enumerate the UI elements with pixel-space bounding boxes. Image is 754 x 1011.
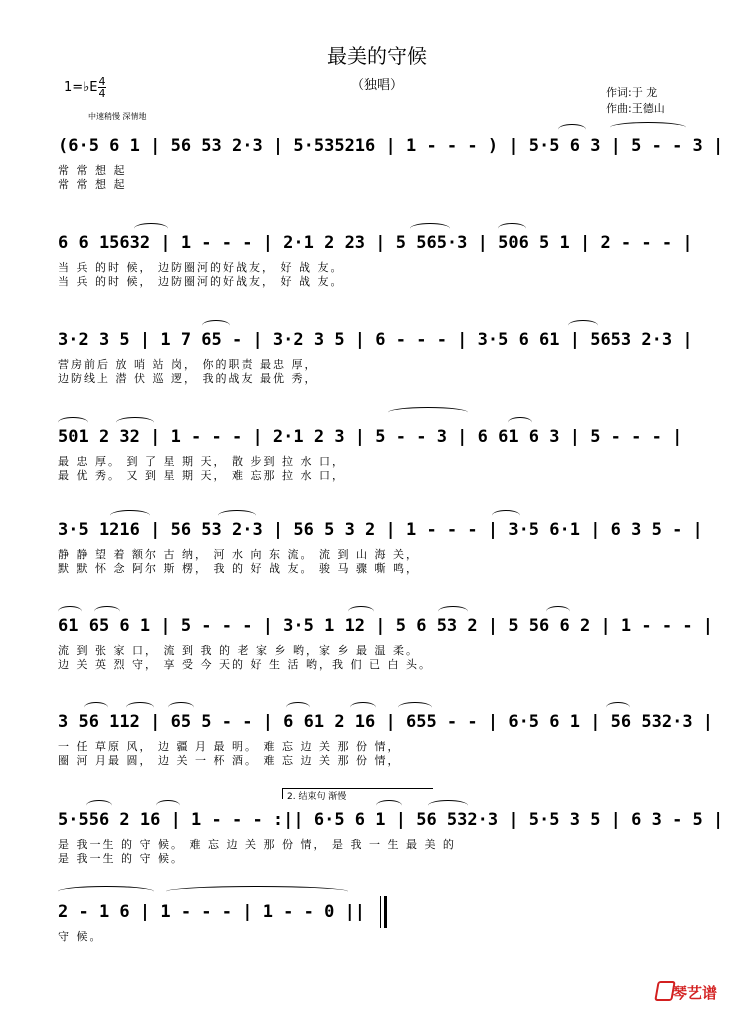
final-barline-thin — [380, 896, 381, 928]
notes-line: 2 - 1 6 | 1 - - - | 1 - - 0 || — [58, 902, 366, 922]
notes-line: 61 65 6 1 | 5 - - - | 3·5 1 12 | 5 6 53 2 | 5 56 6 2 | 1 - - - | — [58, 616, 714, 636]
notes-line: 6 6 15632 | 1 - - - | 2·1 2 23 | 5 565·3 | 506 5 1 | 2 - - - | — [58, 233, 693, 253]
final-barline-thick — [384, 896, 387, 928]
slur — [168, 702, 194, 713]
slur — [110, 510, 150, 521]
time-signature-bottom: 4 — [98, 87, 106, 100]
slur — [86, 800, 112, 811]
slur — [202, 320, 230, 331]
lyrics-verse-2: 边 关 英 烈 守， 享 受 今 天的 好 生 活 哟，我 们 已 白 头。 — [58, 658, 432, 671]
lyrics-verse-1: 静 静 望 着 额尔 古 纳， 河 水 向 东 流。 流 到 山 海 关， — [58, 548, 419, 561]
subtitle: （独唱） — [350, 78, 403, 93]
lyrics-verse-1: 最 忠 厚。 到 了 星 期 天， 散 步到 拉 水 口， — [58, 455, 345, 468]
lyrics-verse-2: 常 常 想 起 — [58, 178, 127, 191]
slur — [546, 606, 570, 617]
lyrics-verse-1: 守 候。 — [58, 930, 103, 943]
notes-line: 3·5 1216 | 56 53 2·3 | 56 5 3 2 | 1 - - - | 3·5 6·1 | 6 3 5 - | — [58, 520, 703, 540]
tie — [58, 886, 154, 897]
key-signature: 1=♭E — [64, 80, 98, 95]
slur — [492, 510, 520, 521]
notes-line: 3 56 112 | 65 5 - - | 6 61 2 16 | 655 - - | 6·5 6 1 | 56 532·3 | — [58, 712, 714, 732]
slur — [156, 800, 180, 811]
slur — [126, 702, 154, 713]
lyrics-verse-1: 流 到 张 家 口， 流 到 我 的 老 家 乡 哟，家 乡 最 温 柔。 — [58, 644, 419, 657]
composer: 作曲:王德山 — [606, 102, 665, 115]
tempo-marking: 中速稍慢 深情地 — [88, 112, 147, 121]
slur — [84, 702, 108, 713]
slur — [134, 223, 168, 234]
slur — [508, 417, 532, 428]
time-signature — [98, 76, 106, 99]
lyrics-verse-2: 是 我一生 的 守 候。 — [58, 852, 184, 865]
lyrics-verse-1: 营房前后 放 哨 站 岗， 你的职责 最忠 厚， — [58, 358, 318, 371]
slur — [398, 702, 432, 713]
slur — [410, 223, 450, 234]
slur — [568, 320, 598, 331]
slur — [498, 223, 526, 234]
slur — [286, 702, 310, 713]
lyrics-verse-1: 当 兵 的时 候， 边防圈河的好战友， 好 战 友。 — [58, 261, 344, 274]
lyrics-verse-2: 当 兵 的时 候， 边防圈河的好战友， 好 战 友。 — [58, 275, 344, 288]
notes-line: 501 2 32 | 1 - - - | 2·1 2 3 | 5 - - 3 | 6 61 6 3 | 5 - - - | — [58, 427, 683, 447]
slur — [438, 606, 468, 617]
tie — [610, 122, 686, 133]
slur — [376, 800, 402, 811]
page-title: 最美的守候 — [327, 44, 427, 68]
slur — [58, 606, 82, 617]
slur — [94, 606, 120, 617]
slur — [116, 417, 154, 428]
lyrics-verse-2: 默 默 怀 念 阿尔 斯 楞， 我 的 好 战 友。 骏 马 骤 嘶 鸣， — [58, 562, 419, 575]
time-signature-top: 4 — [98, 75, 106, 88]
lyrics-verse-1: 常 常 想 起 — [58, 164, 127, 177]
watermark-logo: 琴艺谱 — [672, 984, 718, 1002]
lyricist: 作词:于 龙 — [606, 86, 658, 99]
notes-line: (6·5 6 1 | 56 53 2·3 | 5·535216 | 1 - - - ) | 5·5 6 3 | 5 - - 3 | — [58, 136, 724, 156]
volta-label: 2. 结束句 渐慢 — [287, 792, 347, 802]
slur — [428, 800, 468, 811]
lyrics-verse-1: 是 我一生 的 守 候。 难 忘 边 关 那 份 情， 是 我 一 生 最 美 的 — [58, 838, 456, 851]
slur — [606, 702, 630, 713]
slur — [558, 124, 586, 135]
notes-line: 5·556 2 16 | 1 - - - :|| 6·5 6 1 | 56 532·3 | 5·5 3 5 | 6 3 - 5 | — [58, 810, 724, 830]
lyrics-verse-2: 圈 河 月最 圆， 边 关 一 杯 酒。 难 忘 边 关 那 份 情， — [58, 754, 401, 767]
lyrics-verse-2: 边防线上 潜 伏 巡 逻， 我的战友 最优 秀， — [58, 372, 318, 385]
notes-line: 3·2 3 5 | 1 7 65 - | 3·2 3 5 | 6 - - - | 3·5 6 61 | 5653 2·3 | — [58, 330, 693, 350]
tie — [166, 886, 348, 897]
slur — [218, 510, 256, 521]
slur — [58, 417, 88, 428]
lyrics-verse-1: 一 任 草原 风， 边 疆 月 最 明。 难 忘 边 关 那 份 情， — [58, 740, 401, 753]
lyrics-verse-2: 最 优 秀。 又 到 星 期 天， 难 忘那 拉 水 口， — [58, 469, 345, 482]
tie — [388, 407, 468, 418]
slur — [350, 702, 376, 713]
slur — [348, 606, 374, 617]
